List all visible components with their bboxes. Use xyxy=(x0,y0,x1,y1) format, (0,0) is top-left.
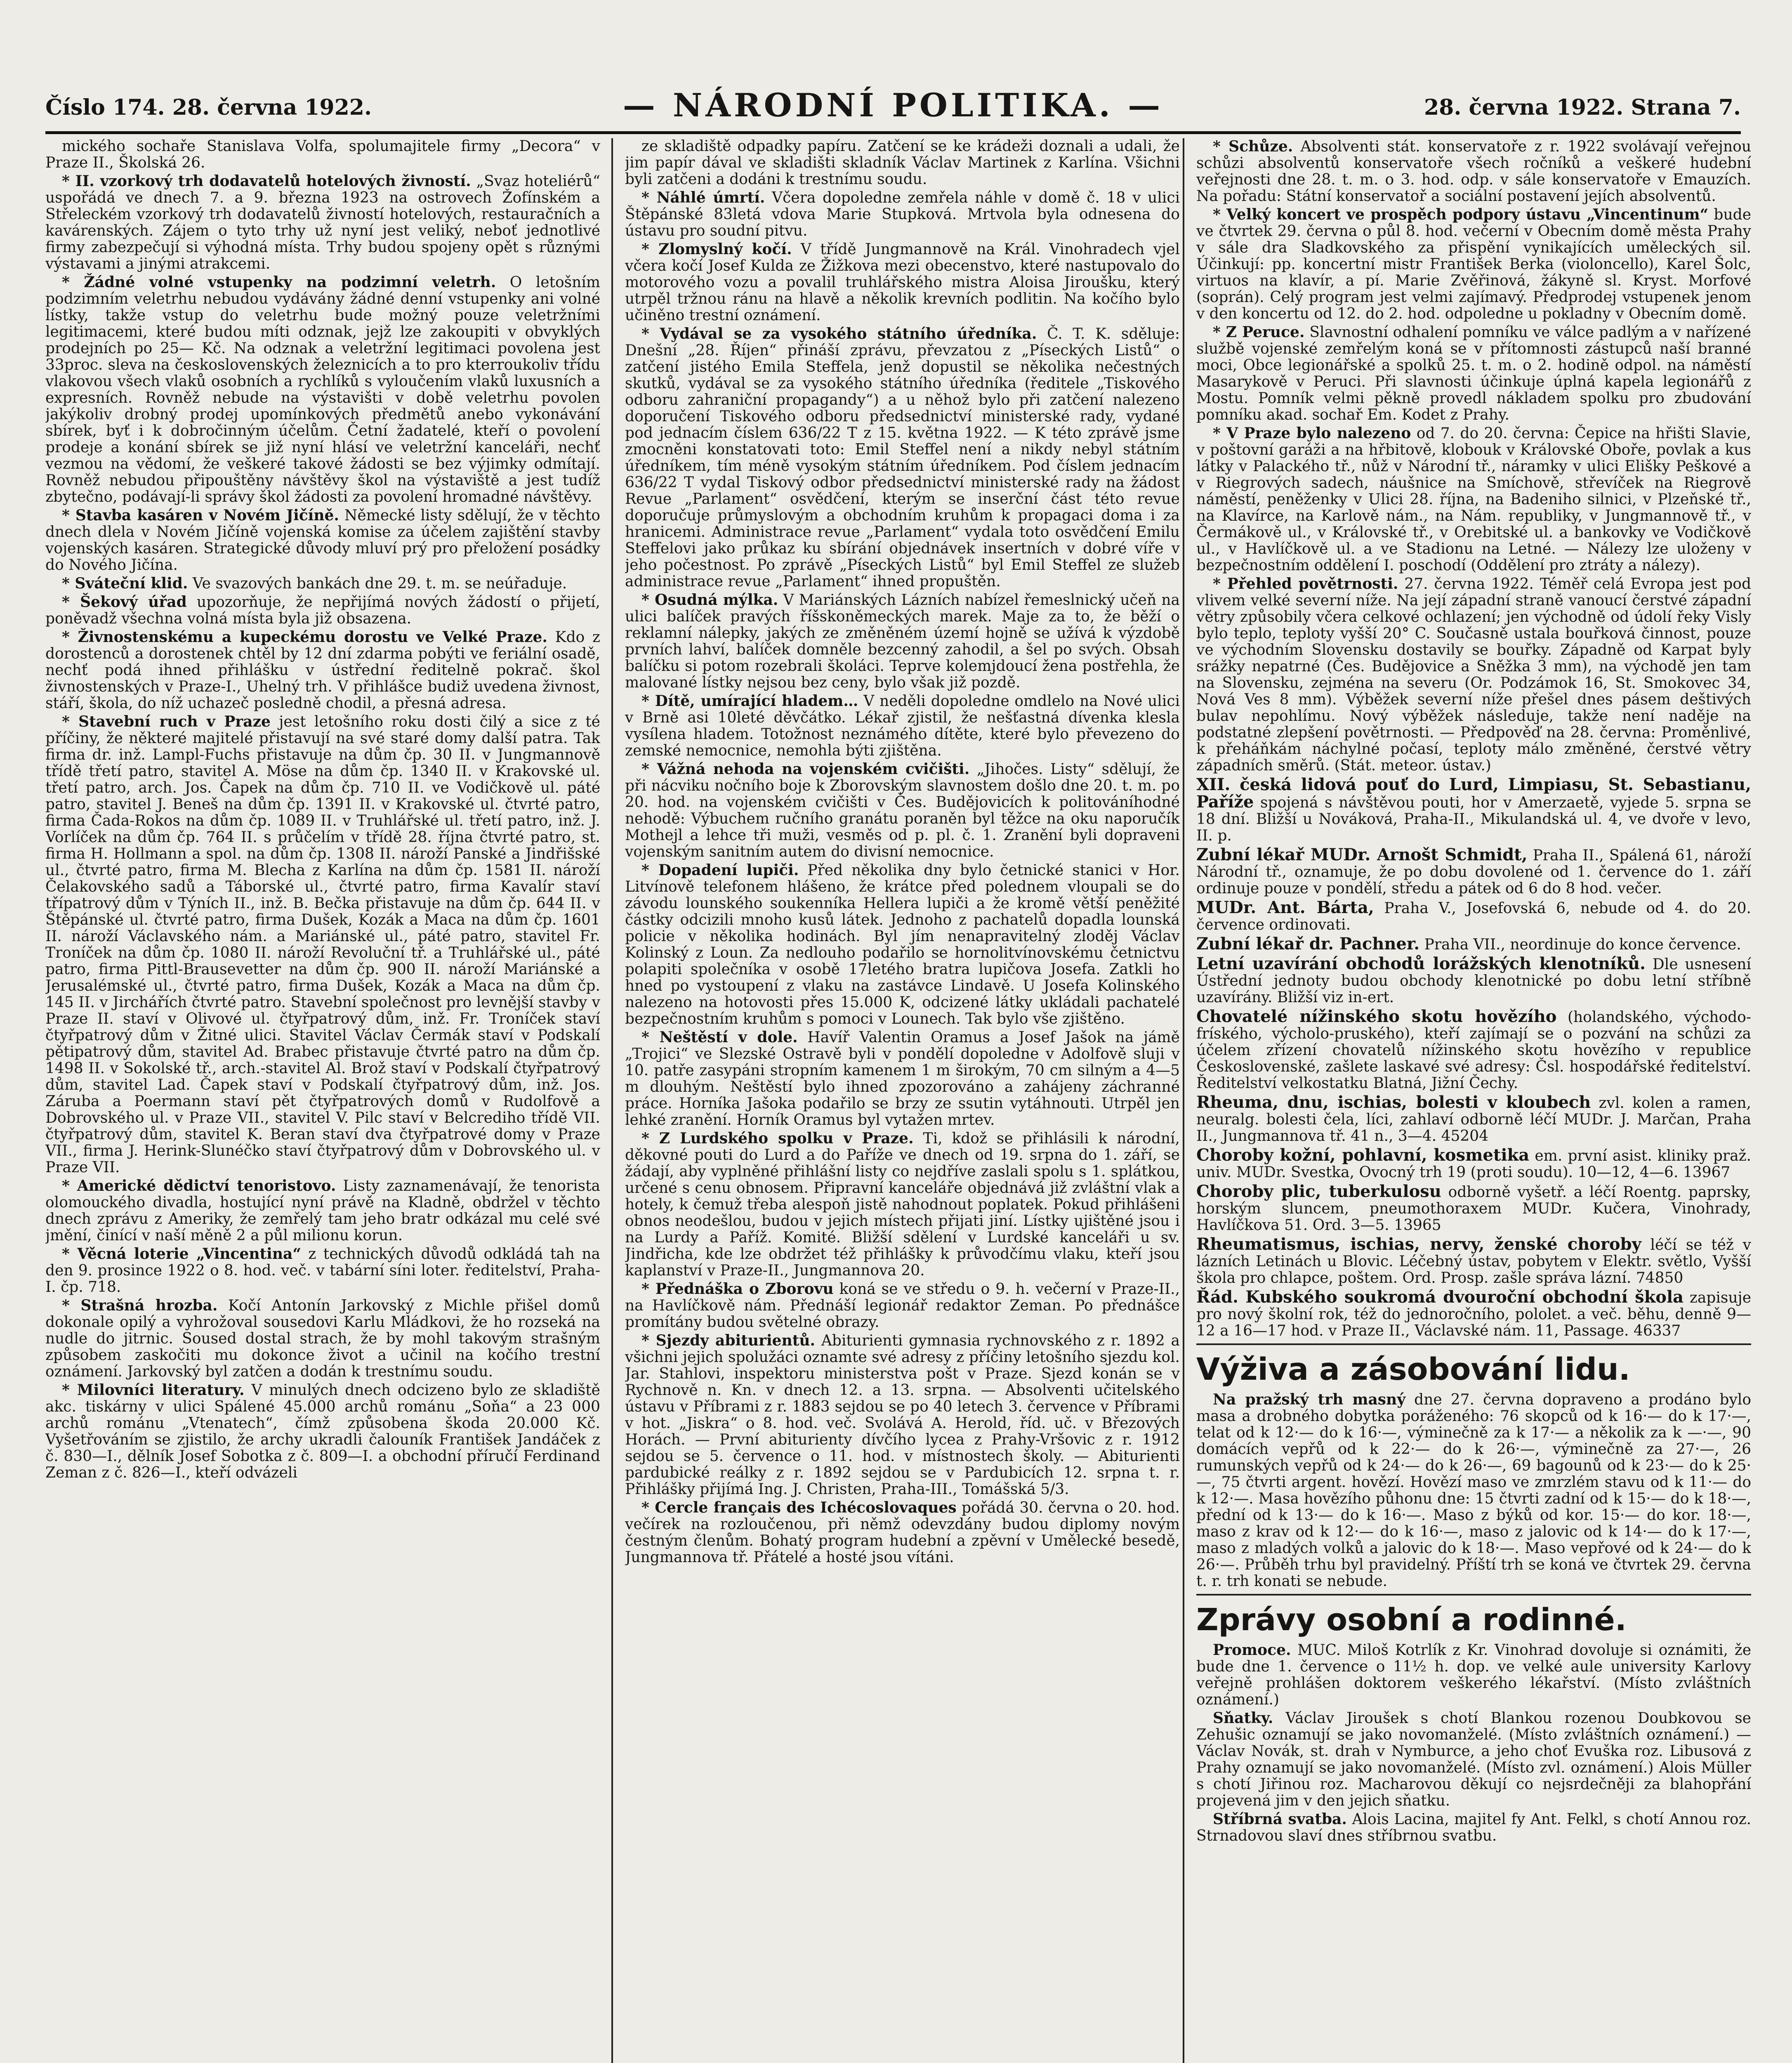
news-item xyxy=(1196,576,1751,774)
news-headline: Promoce. xyxy=(1213,1641,1291,1659)
news-item xyxy=(45,173,600,272)
ad-headline: Chovatelé nížinského skotu hovězího xyxy=(1196,1007,1557,1026)
news-text: O letošním podzimním veletrhu nebudou vydávány žádné denní vstupenky ani volné lístky, takže vstup do veletrhu bude možný pouze veletržními legitimacemi, které budou míti odznak, jejž lze zakoupiti v obvyklých prodejních po 25— Kč. Na odznak a veletržní legitimaci povolena jest 33proc. sleva na československých železnicích a to pro kterroukoliv třídu vlakovou všech vlaků osobních a rychlíků s vyloučením vlaků luxusních a expresních. Rovněž nebude na výstavišti v době veletrhu povolen jakýkoliv drobný prodej upomínkových předmětů anebo vykonávání sbírek, byť i k dobročinným účelům. Četní žadatelé, kteří o povolení prodeje a konání sbírek se již nyní hlásí ve veletržní kanceláři, nechť vezmou na vědomí, že veškeré takové žádosti se bez výjimky odmítají. Rovněž nebudou připouštěny návštěvy škol na výstaviště a jest tudíž zbytečno, podávají-li správy škol žádosti za povolení hromadné návštěvy. xyxy=(45,274,600,505)
news-headline: * Stavební ruch v Praze xyxy=(62,713,271,730)
news-item xyxy=(45,274,600,505)
news-text: V Mariánských Lázních nabízel řemeslnický učeň na ulici balíček pravých říšskoněmeckých marek. Maje za to, že běží o reklamní nálepky, jakých ze změněném území hojně se užívá k výzdobě prvních lahví, balíček domněle bezcenný zahodil, a šel po svých. Obsah balíčku si potom rozebrali školáci. Teprve kolemjdoucí žena postřehla, že malované lístky nejsou bez ceny, bylo však již pozdě. xyxy=(625,592,1180,691)
column-1 xyxy=(45,138,600,2063)
classified-ad xyxy=(1196,1289,1751,1339)
news-item xyxy=(1196,425,1751,574)
news-text: „Svaz hoteliérů“ uspořádá ve dnech 7. a 9. března 1923 na ostrovech Žofínském a Střeleckém vzorkový trh dodavatelů živností hotelových, restauračních a kavárenských. Zájem o tyto trhy už nyní jest veliký, neboť jednotlivé firmy zabezpečují si výhodná místa. Trhy budou spojeny opět s různými výstavami a jinými atrakcemi. xyxy=(45,173,600,272)
news-headline: * Strašná hrozba. xyxy=(62,1297,218,1314)
news-text: odborně vyšetř. a léčí Roentg. paprsky, horským sluncem, pneumothoraxem MUDr. Kučera, Vinohrady, Havlíčkova 51. Ord. 3—5. 13965 xyxy=(1196,1184,1751,1234)
news-text: koná se ve středu o 9. h. večerní v Praze-II., na Havlíčkově nám. Přednáší legionář redaktor Zeman. Po přednášce promítány budou světelné obrazy. xyxy=(625,1281,1180,1331)
news-text: 27. června 1922. Téměř celá Evropa jest pod vlivem velké severní níže. Na její západní straně vanoucí čerstvé západní větry způsobily včera celkové ochlazení; jen východně od údolí řeky Visly bylo teplo, teploty vyšší 20° C. Současně ustala bouřková činnost, pouze ve východním Slovensku dostavily se bouřky. Západně od Karpat byly srážky nepatrné (Čes. Budějovice a Sněžka 3 mm), na východě jen tam na Slovensku, zejména na severu (Or. Podzámok 16, St. Smokovec 34, Nová Ves 8 mm). Výběžek severní níže přešel dnes pásem deštivých bulav nepohlímu. Nový výběžek následuje, takže není naděje na podstatné zlepšení povětrnosti. — Předpověď na 28. června: Proměnlivé, k přeháňkám náchylné počasí, teploty málo změněné, čerstvé větry západních směrů. (Stát. meteor. ústav.) xyxy=(1196,576,1751,774)
news-text: Praha V., Josefovská 6, nebude od 4. do 20. července ordinovati. xyxy=(1196,900,1751,933)
news-headline: * Šekový úřad xyxy=(62,593,187,611)
ad-headline: Choroby plic, tuberkulosu xyxy=(1196,1182,1441,1201)
news-headline: * Věcná loterie „Vincentina“ xyxy=(62,1245,302,1263)
news-item xyxy=(625,1130,1180,1279)
news-headline: * Sjezdy abiturientů. xyxy=(641,1332,816,1349)
news-headline: * Velký koncert ve prospěch podpory ústavu „Vincentinum“ xyxy=(1213,206,1709,223)
date-page-info: 28. června 1922. Strana 7. xyxy=(1424,95,1741,120)
news-headline: * Milovníci literatury. xyxy=(62,1381,245,1399)
ad-headline: Zubní lékař dr. Pachner. xyxy=(1196,934,1420,954)
news-item xyxy=(625,1029,1180,1128)
news-text: (holandského, východo-fríského, výcholo-pruského), kteří zajímají se o pozvání na schůzi za účelem zřízení chovatelů nížinského skotu hovězího v republice Československé, zašlete laskavé své adresy: Čsl. hospodářské ředitelství. Ředitelství velkostatku Blatná, Jižní Čechy. xyxy=(1196,1009,1751,1092)
news-text: zvl. kolen a ramen, neuralg. bolesti čela, líci, zahlaví odborně léčí MUDr. J. Marčan, Praha II., Jungmannova tř. 41 n., 3—4. 45204 xyxy=(1196,1095,1751,1145)
news-item xyxy=(1196,324,1751,423)
news-item xyxy=(625,189,1180,239)
news-text: Listy zaznamenávají, že tenorista olomouckého divadla, hostující nyní právě na Kladně, obdržel v těchto dnech zprávu z Ameriky, že zemřelý tam jeho bratr odkázal mu celé své jmění, činící v naší měně 2 a půl milionu korun. xyxy=(45,1178,600,1244)
classified-ad xyxy=(1196,777,1751,844)
news-headline: * Přednáška o Zborovu xyxy=(641,1280,834,1298)
news-text: Slavnostní odhalení pomníku ve válce padlým a v nařízené službě vojenské zemřelým koná se v přítomnosti zástupců naší branné moci, Obce legionářské a spolků 25. t. m. o 2. hodině odpol. na náměstí Masarykově v Peruci. Při slavnosti účinkuje úplná kapela legionářů z Mostu. Pomník velmi pěkně provedl nákladem spolku pro zbudování pomníku akad. sochař Em. Kodet z Prahy. xyxy=(1196,324,1751,423)
newspaper-title: — NÁRODNÍ POLITIKA. — xyxy=(622,87,1164,124)
ad-headline: Choroby kožní, pohlavní, kosmetika xyxy=(1196,1145,1530,1165)
news-item xyxy=(625,1281,1180,1331)
news-item xyxy=(625,241,1180,324)
news-text: Praha VII., neordinuje do konce července. xyxy=(1419,936,1741,953)
news-text: pořádá 30. června o 20. hod. večírek na rozloučenou, při němž odevzdány budou diplomy novým čestným členům. Bohatý program hudební a zpěvní v Umělecké besedě, Jungmannova tř. Přátelé a hosté jsou vítáni. xyxy=(625,1499,1180,1566)
news-headline: * Přehled povětrnosti. xyxy=(1213,575,1398,592)
classified-ad xyxy=(1196,1008,1751,1092)
news-text: V třídě Jungmannově na Král. Vinohradech vjel včera kočí Josef Kulda ze Žižkova mezi obecenstvo, které nastupovalo do motorového vozu a povalil truhlářského mistra Aloisa Jiroušku, který utrpěl tržnou ránu na hlavě a několik krevních podlitin. Na kočího bylo učiněno trestní oznámení. xyxy=(625,241,1180,324)
news-item xyxy=(1196,1642,1751,1708)
news-text: Abiturienti gymnasia rychnovského z r. 1892 a všichni jejich spolužáci oznamte své adresy z příčiny letošního sjezdu kol. Jar. Stahlovi, inspektoru ministerstva pošt v Praze. Sjezd konán se v Rychnově n. Kn. v dnech 12. a 13. srpna. — Absolventi učitelského ústavu v Příbrami z r. 1883 sejdou se po 40 letech 3. července v Příbrami v hot. „Jiskra“ o 8. hod. več. Svolává A. Herold, říd. uč. v Březových Horách. — První abiturienty dívčího lycea z Prahy-Vršovic z r. 1912 sejdou se 5. července o 11. hod. v místnostech školy. — Abiturienti pardubické reálky z r. 1892 sejdou se v Pardubicích 12. srpna t. r. Přihlášky přijímá Ing. J. Christen, Praha-III., Tomášská 5/3. xyxy=(625,1332,1180,1498)
news-headline: * Sváteční klid. xyxy=(62,575,188,592)
news-text: zapisuje pro nový školní rok, též do jednoročního, pololet. a več. běhu, denně 9—12 a 16—17 hod. v Praze II., Václavské nám. 11, Passage. 46337 xyxy=(1196,1289,1751,1339)
news-text: V neděli dopoledne omdlelo na Nové ulici v Brně asi 10leté děvčátko. Lékař zjistil, že nešťastná dívenka klesla vysílena hladem. Totožnost neznámého dítěte, které bylo převezeno do zemské nemocnice, nemohla býti zjištěna. xyxy=(625,693,1180,759)
news-text: Havíř Valentin Oramus a Josef Jašok na jámě „Trojici“ ve Slezské Ostravě byli v pondělí dopoledne v Adolfově sluji v 10. patře zasypáni stropním kamenem 1 m širokým, 70 cm silným a 4—5 m dlouhým. Neštěstí bylo ihned zpozorováno a zahájeny záchranné práce. Horníka Jašoka podařilo se brzy ze ssutin vytáhnouti. Utrpěl jen lehké zranění. Horník Oramus byl vytažen mrtev. xyxy=(625,1029,1180,1128)
ad-headline: XII. česká lidová pouť do Lurd, Limpiasu, St. Sebastianu, Paříže xyxy=(1196,775,1751,812)
news-item xyxy=(1196,1710,1751,1809)
news-headline: Stříbrná svatba. xyxy=(1213,1810,1347,1828)
ad-headline: MUDr. Ant. Bárta, xyxy=(1196,898,1374,917)
news-item xyxy=(45,138,600,171)
news-text: od 7. do 20. června: Čepice na hřišti Slavie, v poštovní garáži a na hřbitově, klobouk v Královské Oboře, povlak a kus látky v Palackého tř., nůž v Národní tř., náramky v ulici Eliškу Peškové a v Riegrových sadech, náušnice na Smíchově, střevíček na Riegrově náměstí, peněženky v Ulici 28. října, na Badeniho silnici, v Plzeňské tř., na Klavírce, na Karlově nám., na Nám. republiky, v Jungmannově tř., v Čermákově ul., v Královské tř., v Orebitské ul. a bankovky ve Vodičkově ul., v Havlíčkově ul. a ve Stadionu na Letné. — Nálezy lze uloženy v bezpečnostním oddělení I. poschodí (Oddělení pro ztráty a nálezy). xyxy=(1196,425,1751,574)
news-headline: Na pražský trh masný xyxy=(1213,1391,1406,1408)
classified-ad xyxy=(1196,847,1751,897)
news-item xyxy=(625,326,1180,590)
news-text: „Jihočes. Listy“ sdělují, že při nácviku nočního boje k Zborovským slavnostem došlo dne 20. t. m. po 20. hod. na vojenském cvičišti v Čes. Budějovicích k politováníhodné nehodě: Výbuchem ručního granátu poraněn byl těžce na oku naporučík Mothejl a lehce tři muži, vesměs od p. pl. č. 1. Zranění byli dopraveni vojenským sanitním autem do divisní nemocnice. xyxy=(625,761,1180,860)
news-item xyxy=(625,693,1180,759)
classified-ad xyxy=(1196,956,1751,1006)
column-divider xyxy=(1183,138,1184,2063)
news-item xyxy=(45,629,600,712)
section-heading: Výživa a zásobování lidu. xyxy=(1196,1352,1630,1387)
classified-ad xyxy=(1196,1236,1751,1286)
news-headline: * Schůze. xyxy=(1213,138,1293,155)
news-item xyxy=(45,1246,600,1296)
news-item xyxy=(45,575,600,592)
ad-headline: Rheumatismus, ischias, nervy, ženské choroby xyxy=(1196,1234,1641,1254)
classified-ad xyxy=(1196,1183,1751,1234)
news-headline: * Vážná nehoda na vojenském cvičišti. xyxy=(641,760,970,778)
section-heading: Zprávy osobní a rodinné. xyxy=(1196,1602,1627,1638)
news-text: bude ve čtvrtek 29. června o půl 8. hod. večerní v Obecním domě města Prahy v sále dra Sladkovského za přispění vynikajících uměleckých sil. Účinkují: pp. koncertní mistr František Berka (violoncello), Karel Šolc, virtuos na klavír, a pí. Marie Zvěřinová, žákyně sl. Kryst. Morfové (soprán). Celý program jest velmi zajímavý. Předprodej vstupenek jenom v den koncertu od 12. do 2. hod. odpoledne u pokladny v Obecním domě. xyxy=(1196,206,1751,322)
news-item xyxy=(45,1297,600,1380)
news-text: Praha II., Spálená 61, nároží Národní tř., oznamuje, že po dobu dovolené od 1. července do 1. září ordinuje pouze v pondělí, středu a pátek od 6 do 8 hod. večer. xyxy=(1196,847,1751,897)
news-item xyxy=(45,1178,600,1244)
classified-ad xyxy=(1196,936,1751,953)
news-item xyxy=(1196,206,1751,322)
news-text: Dle usnesení Ústřední jednoty budou obchody klenotnické po dobu letní stříbně uzavírány. Bližší viz in-ert. xyxy=(1196,956,1751,1006)
classified-ad xyxy=(1196,899,1751,933)
news-text: Kdo z dorostenců a dorostenek chtěl by 12 dní zdarma pobýti ve feriální osadě, nechť podá ihned přihlášku v ústřední ředitelně pokrač. škol živnostenských v Praze-I., Uhelný trh. V přihlášce budiž uvedena živnost, stáří, škola, do níž uchazeč posledně chodil, a přesná adresa. xyxy=(45,629,600,712)
news-headline: * Žádné volné vstupenky na podzimní veletrh. xyxy=(62,274,496,291)
column-2 xyxy=(625,138,1180,2063)
issue-info: Číslo 174. 28. června 1922. xyxy=(45,95,372,120)
column-divider xyxy=(611,138,613,2063)
news-headline: * Živnostenskému a kupeckému dorostu ve Velké Praze. xyxy=(62,628,547,646)
news-headline: * Vydával se za vysokého státního úředníka. xyxy=(641,325,1037,342)
news-text: Absolventi stát. konservatoře z r. 1922 svolávají veřejnou schůzi absolventů konservatoře všech ročníků a veškeré hudební veřejnosti dne 28. t. m. o 3. hod. odp. v sále konservatoře v Emauzích. Na pořadu: Státní konservatoř a sociální postavení jejích absolventů. xyxy=(1196,138,1751,205)
news-item xyxy=(1196,1391,1751,1590)
news-text: Č. T. K. sděluje: Dnešní „28. Říjen“ přináší zprávu, převzatou z „Píseckých Listů“ o zatčení jistého Emila Steffela, jenž dopustil se několika nečestných skutků, vydával se za vysokého státního úředníka (ředitele „Tiskového odboru zahraniční propagandy“) a u něhož bylo při zatčení nalezeno doporučení Tiskového odboru předsednictví ministerské rady, vydané pod jednacím číslem 636/22 T z 15. května 1922. — K této zprávě jsme zmocněni konstatovati toto: Emil Steffel není a nikdy nebyl státním úředníkem, tím méně vysokým státním úředníkem. Pod číslem jednacím 636/22 T vydal Tiskový odbor předsednictví ministerské rady na žádost Revue „Parlament“ osvědčení, kterým se inserční část této revue doporučuje průmyslovým a obchodním kruhům k propagaci doma i za hranicemi. Administrace revue „Parlament“ vydala toto osvědčení Emilu Steffelovi jako průkaz ku sbírání objednávek insertních v dobré víře v jeho počestnost. Po zprávě „Píseckých Listů“ byl Emil Steffel ze služeb administrace revue „Parlament“ ihned propuštěn. xyxy=(625,326,1180,590)
news-headline: Sňatky. xyxy=(1213,1709,1273,1727)
news-text: Alois Lacina, majitel fy Ant. Felkl, s chotí Annou roz. Strnadovou slaví dnes stříbrnou svatbu. xyxy=(1196,1811,1751,1844)
masthead-rule xyxy=(45,131,1741,134)
news-item xyxy=(45,507,600,574)
news-text: mického sochaře Stanislava Volfa, spolumajitele firmy „Decora“ v Praze II., Školská 26. xyxy=(45,138,600,171)
news-headline: * Americké dědictví tenoristovo. xyxy=(62,1177,336,1194)
ad-headline: Řád. Kubského soukromá dvouroční obchodní škola xyxy=(1196,1287,1684,1307)
news-text: upozorňuje, že nepřijímá nových žádostí o přijetí, poněvadž všechna volná místa byla již obsazena. xyxy=(45,594,600,627)
news-text: ze skladiště odpadky papíru. Zatčení se ke krádeži doznali a udali, že jim papír dával ve skladišti skladník Václav Martinek z Karlína. Všichni byli zatčeni a dodáni k trestnímu soudu. xyxy=(625,138,1180,188)
news-text: em. první asist. kliniky praž. univ. MUDr. Svestka, Ovocný trh 19 (proti soudu). 10—12, 4—6. 13967 xyxy=(1196,1147,1751,1181)
news-text: V minulých dnech odcizeno bylo ze skladiště akc. tiskárny v ulici Spálené 45.000 archů románu „Soňa“ a 23 000 archů románu „Vtenatech“, čímž způsobena škoda 20.000 Kč. Vyšetřováním se zjistilo, že archy ukradli čalouník František Jandáček z č. 830—I., dělník Josef Sobotka z č. 809—I. a obchodní příručí Ferdinand Zeman z č. 826—I., kteří odvázeli xyxy=(45,1382,600,1481)
news-item xyxy=(45,713,600,1176)
news-headline: * Dítě, umírající hladem… xyxy=(641,692,858,710)
news-headline: * Z Peruce. xyxy=(1213,323,1305,341)
news-text: Kočí Antonín Jarkovský z Michle přišel domů dokonale opilý a vyhrožoval sousedovi Karlu Mládkovi, že ho rozseká na nudle do jitrnic. Soused dostal strach, že by mohl takovým strašným způsobem zaskočiti mu dokonce život a učinil na kočího trestní oznámení. Jarkovský byl zatčen a dodán k trestnímu soudu. xyxy=(45,1297,600,1380)
news-headline: * Z Lurdského spolku v Praze. xyxy=(641,1130,914,1147)
news-text: léčí se též v lázních Letinách u Blovic. Léčebný ústav, pobytem v Elektr. světlo, Vyšší škola pro chlapce, poštem. Ord. Prosp. zašle správa lázní. 74850 xyxy=(1196,1237,1751,1286)
news-text: Německé listy sdělují, že v těchto dnech dlela v Novém Jičíně vojenská komise za účelem zajištění stavby vojenských kasáren. Strategické důvody mluví prý pro přeložení posádky do Nového Jičína. xyxy=(45,507,600,574)
news-headline: * Náhlé úmrtí. xyxy=(641,189,765,206)
masthead xyxy=(45,87,1741,132)
news-item xyxy=(45,1382,600,1481)
news-text: dne 27. června dopraveno a prodáno bylo masa a drobného dobytka poráženého: 76 skopců od k 16·— do k 17·—, telat od k 12·— do k 16·—, výminečně za k 17·— a několik za k —·—, 90 domácích vepřů od k 22·— do k 26·—, výminečně za 27·—, 26 rumunských vepřů od k 24·— do k 26·—, 69 bagounů od k 23·— do k 25·—, 75 čtvrti argent. hovězí. Hovězí maso ve zmrzlém stavu od k 11·— do k 12·—. Masa hovězího půhonu dne: 15 čtvrti zadní od k 15·— do k 18·—, přední od k 13·— do k 16·—. Maso z býků od kor. 15·— do kor. 18·—, maso z krav od k 12·— do k 16·—, maso z jalovic od k 14·— do k 17·—, maso z mladých volků a jalovic do k 18·—. Maso vepřové od k 24·— do k 26·—. Průběh trhu byl pravidelný. Příští trh se koná ve čtvrtek 29. června t. r. trh konati se nebude. xyxy=(1196,1391,1751,1590)
news-headline: * V Praze bylo nalezeno xyxy=(1213,425,1411,442)
section-rule xyxy=(1196,1594,1751,1596)
news-headline: * Dopadení lupiči. xyxy=(641,862,799,879)
classified-ad xyxy=(1196,1094,1751,1145)
news-text: Včera dopoledne zemřela náhle v domě č. 18 v ulici Štěpánské 83letá vdova Marie Stupková. Mrtvola byla odnesena do ústavu pro soudní pitvu. xyxy=(625,189,1180,239)
news-headline: * Neštěstí v dole. xyxy=(641,1029,798,1046)
news-item xyxy=(625,138,1180,188)
news-item xyxy=(625,862,1180,1027)
ad-headline: Zubní lékař MUDr. Arnošt Schmidt, xyxy=(1196,845,1528,864)
news-headline: * Stavba kasáren v Novém Jičíně. xyxy=(62,507,339,524)
news-headline: * Osudná mýlka. xyxy=(641,591,778,609)
news-text: Ve svazových bankách dne 29. t. m. se neúřaduje. xyxy=(188,575,567,592)
section-rule xyxy=(1196,1343,1751,1345)
news-item xyxy=(45,594,600,627)
news-headline: * Cercle français des Ichécoslovaques xyxy=(641,1499,957,1516)
news-item xyxy=(625,1332,1180,1498)
news-item xyxy=(1196,138,1751,205)
news-text: Ti, kdož se přihlásili k národní, děkovné pouti do Lurd a do Paříže ve dnech od 19. srpna do 1. září, se žádají, aby vyplněné přihlášní listy co nejdříve zaslali spolu s 1. splátkou, určené s cenu obnosem. Připravní kanceláře objednává již zvláštní vlak a hotely, k čemuž třeba alespoň jistě nahodnout poplatek. Pokud přihlášeni obnos neodešlou, budou v jejich místech přijati jiní. Lístky ujištěné jsou i na Lurdy a Paříž. Komité. Bližší sdělení v Lurdské kanceláři u sv. Jindřicha, kde lze obdržet též přihlášky k průvodčímu vlaku, kteří jsou kaplanství v Praze-II., Jungmannova 20. xyxy=(625,1130,1180,1279)
news-text: Před několika dny bylo četnické stanici v Hor. Litvínově telefonem hlášeno, že krátce před polednem vloupali se do závodu lounského soukenníka Hellera lupiči a že kromě větší peněžité částky odcizili mnoho kusů látek. Jednoho z pachatelů dopadla lounská policie v několika hodinách. Byl jím nenapravitelný zloděj Václav Kolinský z Loun. Za nedlouho podařilo se hornolitvínovskému četnictvu polapiti společníka v osobě 17letého bratra lupičova Josefa. Zatkli ho hned po vystoupení z vlaku na zastávce Lindavě. U Josefa Kolinského nalezeno na hotovosti přes 15.000 K, odcizené látky ukládali pachatelé bezpečnostním kruhům s pomoci v Lounech. Tak bylo vše zjištěno. xyxy=(625,862,1180,1027)
news-text: MUC. Miloš Kotrlík z Kr. Vinohrad dovoluje si oznámiti, že bude dne 1. července o 11½ h. dop. ve velké aule university Karlovy veřejně prohlášen doktorem veškerého lékařství. (Místo zvláštních oznámení.) xyxy=(1196,1642,1751,1708)
news-text: jest letošního roku dosti čilý a sice z té příčiny, že některé majitelé přistavují na své staré domy další patra. Tak firma dr. inž. Lampl-Fuchs přistavuje na dům čp. 30 II. v Jungmannově třídě třetí patro, stavitel A. Möse na dům čp. 1340 II. v Krakovské ul. třetí patro, arch. Jos. Čapek na dům čp. 710 II. ve Vodičkově ul. páté patro, stavitel J. Beneš na dům čp. 1391 II. v Krakovské ul. čtvrté patro, firma Čada-Rokos na dům čp. 1089 II. v Truhlářské ul. třetí patro, inž. J. Vorlíček na dům čp. 764 II. s průčelím v třídě 28. října čtvrté patro, st. firma H. Hollmann a spol. na dům čp. 1308 II. nároží Panské a Jindřišské ul., čtvrté patro, firma M. Blecha z Karlína na dům čp. 1581 II. nároží Čelakovského sadů a Táborské ul., čtvrté patro, firma Kavalír staví třípatrový dům v Týních II., inž. B. Bečka přistavuje na dům čp. 644 II. v Štěpánské ul. čtvrté patro, firma Dušek, Kozák a Maca na dům čp. 1601 II. nároží Václavského nám. a Mariánské ul., páté patro, stavitel Fr. Troníček na dům čp. 1080 II. nároží Revoluční tř. a Truhlářské ul., páté patro, firma Pittl-Brausevetter na dům čp. 900 II. nároží Mariánské a Jerusalémské ul., čtvrté patro, firma Dušek, Kozák a Maca na dům čp. 145 II. v Jirchářích čtvrté patro. Stavební společnost pro levnější stavby v Praze II. staví v Olivové ul. čtyřpatrový dům, inž. Fr. Troníček staví čtyřpatrový dům v Žitné ulici. Stavitel Václav Čermák staví v Podskalí pětipatrový dům, stavitel Ad. Brabec přistavuje čtvrté patro na dům čp. 1498 II. v Sokolské tř., arch.-stavitel Al. Brož staví v Podskalí čtyřpatrový dům, stavitel Lad. Čapek staví v Podskalí čtyřpatrový dům, inž. Jos. Záruba a Poermann staví pět čtyřpatrových domů v Rudolfově a Dobrovského ul. v Praze VII., stavitel V. Pilc staví v Belcrediho třídě VII. čtyřpatrový dům, stavitel K. Beran staví dva čtyřpatrové domy v Praze VII., firma J. Herink-Slunéčko staví čtyřpatrový dům v Dobrovského ul. v Praze VII. xyxy=(45,713,600,1176)
news-text: Václav Jiroušek s chotí Blankou rozenou Doubkovou se Zehušic oznamují se jako novomanželé. (Místo zvláštních oznámení.) — Václav Novák, st. drah v Nymburce, a jeho choť Evuška roz. Libusová z Prahy oznamují se jako novomanželé. (Místo zvl. oznámení.) Alois Müller s chotí Jiřinou roz. Macharovou děkují co nejsrdečněji za blahopřání projevená jim v den jejich sňatku. xyxy=(1196,1710,1751,1809)
ad-headline: Letní uzavírání obchodů lorážských klenotníků. xyxy=(1196,954,1646,973)
news-item xyxy=(625,761,1180,860)
news-item xyxy=(625,1499,1180,1566)
news-item xyxy=(625,592,1180,691)
news-item xyxy=(1196,1811,1751,1844)
news-headline: * Zlomyslný kočí. xyxy=(641,241,792,258)
column-3 xyxy=(1196,138,1751,2063)
classified-ad xyxy=(1196,1147,1751,1181)
news-text: spojená s návštěvou pouti, hor v Amerzaetě, vyjede 5. srpna se 18 dní. Bližší u Nováková, Praha-II., Mikulandská ul. 4, ve dvoře v levo, II. p. xyxy=(1196,794,1751,844)
news-text: z technických důvodů odkládá tah na den 9. prosince 1922 o 8. hod. več. v tabární síni loter. ředitelství, Praha-I. čp. 718. xyxy=(45,1246,600,1296)
news-headline: * II. vzorkový trh dodavatelů hotelových živností. xyxy=(62,172,471,190)
ad-headline: Rheuma, dnu, ischias, bolesti v kloubech xyxy=(1196,1093,1591,1112)
